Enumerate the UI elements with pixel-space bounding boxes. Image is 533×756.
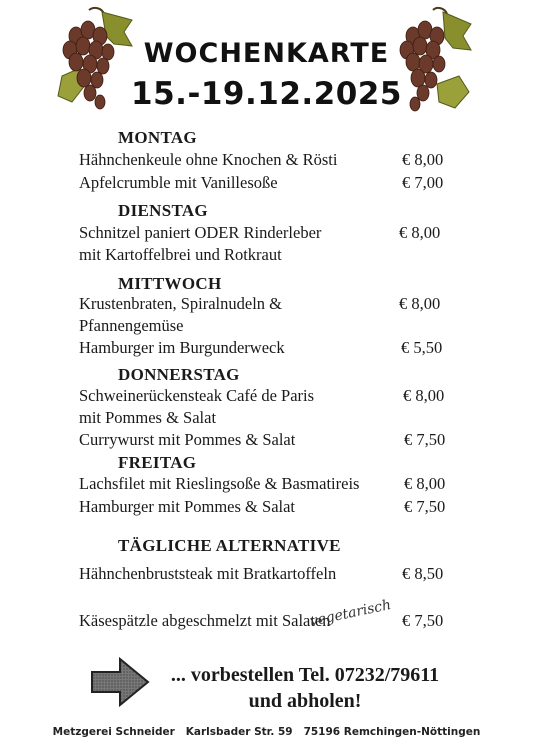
alternative-price-2: € 7,50	[402, 611, 444, 630]
menu-price-mittwoch-2: € 5,50	[401, 338, 443, 357]
menu-price-freitag-1: € 8,00	[404, 474, 446, 493]
footer-address: Metzgerei Schneider Karlsbader Str. 59 75196 Remchingen-Nöttingen	[52, 726, 481, 738]
order-pickup-line: und abholen!	[248, 690, 362, 712]
menu-item-montag-1: Hähnchenkeule ohne Knochen & Rösti	[79, 150, 338, 169]
menu-item-freitag-1: Lachsfilet mit Rieslingsoße & Basmatireis	[79, 474, 360, 493]
day-heading-montag: MONTAG	[118, 128, 197, 147]
day-heading-freitag: FREITAG	[118, 453, 197, 472]
menu-price-freitag-2: € 7,50	[404, 497, 446, 516]
menu-item-freitag-2: Hamburger mit Pommes & Salat	[79, 497, 296, 516]
day-heading-dienstag: DIENSTAG	[118, 201, 208, 220]
vegetarian-note: vegetarisch	[308, 596, 393, 630]
arrow-right-icon	[90, 656, 150, 708]
menu-dates: 15.-19.12.2025	[131, 76, 402, 112]
alternative-price-1: € 8,50	[402, 564, 444, 583]
alternative-item-2: Käsespätzle abgeschmelzt mit Salaten	[79, 611, 331, 630]
order-phone-line: ... vorbestellen Tel. 07232/79611	[170, 664, 440, 686]
menu-item-dienstag-1: Schnitzel paniert ODER Rinderleber	[79, 223, 322, 242]
menu-price-montag-1: € 8,00	[402, 150, 444, 169]
menu-price-dienstag-1: € 8,00	[399, 223, 441, 242]
day-heading-donnerstag: DONNERSTAG	[118, 365, 240, 384]
day-heading-mittwoch: MITTWOCH	[118, 274, 222, 293]
menu-item-montag-2: Apfelcrumble mit Vanillesoße	[79, 173, 278, 192]
menu-title: WOCHENKARTE	[143, 38, 390, 69]
menu-item-mittwoch-1: Krustenbraten, Spiralnudeln &	[79, 294, 282, 313]
menu-item-mittwoch-1-line2: Pfannengemüse	[79, 316, 184, 335]
menu-price-montag-2: € 7,00	[402, 173, 444, 192]
alternative-heading: TÄGLICHE ALTERNATIVE	[118, 536, 341, 555]
menu-price-mittwoch-1: € 8,00	[399, 294, 441, 313]
menu-item-donnerstag-2: Currywurst mit Pommes & Salat	[79, 430, 296, 449]
menu-item-donnerstag-1-line2: mit Pommes & Salat	[79, 408, 217, 427]
menu-item-donnerstag-1: Schweinerückensteak Café de Paris	[79, 386, 315, 405]
alternative-item-1: Hähnchenbruststeak mit Bratkartoffeln	[79, 564, 337, 583]
menu-price-donnerstag-2: € 7,50	[404, 430, 446, 449]
menu-item-mittwoch-2: Hamburger im Burgunderweck	[79, 338, 285, 357]
menu-price-donnerstag-1: € 8,00	[403, 386, 445, 405]
menu-item-dienstag-1-line2: mit Kartoffelbrei und Rotkraut	[79, 245, 282, 264]
